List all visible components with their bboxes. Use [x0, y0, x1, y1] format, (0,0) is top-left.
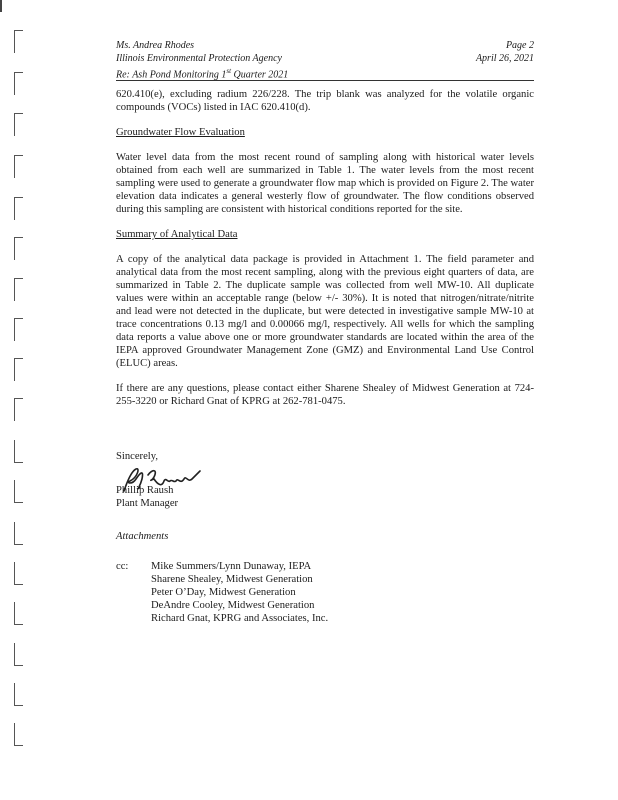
header-right — [476, 40, 534, 65]
cc-label: cc: — [116, 561, 129, 572]
binder-mark — [14, 683, 23, 706]
binder-mark — [14, 155, 23, 178]
binder-mark — [14, 113, 23, 136]
binder-mark — [14, 602, 23, 625]
scan-edge-mark — [0, 0, 2, 12]
intro-paragraph: 620.410(e), excluding radium 226/228. The trip blank was analyzed for the volatile organic compounds (VOCs) listed in IAC 620.410(d). — [116, 89, 534, 113]
binder-mark — [14, 480, 23, 503]
groundwater-paragraph: Water level data from the most recent round of sampling along with historical water levels obtained from each well are summarized in Table 1. The water levels from the most recent sampling were used to generate a groundwater flow map which is provided on Figure 2. The water elevation data indicates a general westerly flow of groundwater. The flow conditions observed during this sampling are consistent with historical conditions reported for the site. — [116, 152, 534, 215]
cc-recipient: Mike Summers/Lynn Dunaway, IEPA — [151, 561, 312, 572]
signer-title: Plant Manager — [116, 498, 179, 509]
salutation: Sincerely, — [116, 451, 158, 462]
binder-mark — [14, 72, 23, 95]
binder-hole-marks — [4, 0, 34, 800]
binder-mark — [14, 643, 23, 666]
cc-recipient: DeAndre Cooley, Midwest Generation — [151, 600, 315, 611]
analytical-paragraph: A copy of the analytical data package is provided in Attachment 1. The field parameter and analytical data from the most recent sampling, along with the previous eight quarters of data, are summarized in Table 2. The duplicate sample was collected from well MW-10. All duplicate values were within an acceptable range (below +/- 30%). It is noted that nitrogen/nitrate/nitrite and lead were not detected in the duplicate, but were detected in investigative sample MW-10 at trace concentrations 0.13 mg/l and 0.00066 mg/l, respectively. All wells for which the sampling data reports a value above one or more groundwater standards are located within the area of the IEPA approved Groundwater Management Zone (GMZ) and Environmental Land Use Control (ELUC) areas. — [116, 254, 534, 369]
binder-mark — [14, 522, 23, 545]
binder-mark — [14, 723, 23, 746]
questions-paragraph: If there are any questions, please contact either Sharene Shealey of Midwest Generation at 724-255-3220 or Richard Gnat of KPRG at 262-781-0475. — [116, 383, 534, 407]
binder-mark — [14, 237, 23, 260]
cc-list — [151, 560, 328, 625]
signer-name: Phillip Raush — [116, 485, 174, 496]
cc-recipient: Sharene Shealey, Midwest Generation — [151, 574, 313, 585]
header-left — [116, 40, 288, 82]
binder-mark — [14, 197, 23, 220]
signer-block — [116, 484, 178, 510]
groundwater-heading: Groundwater Flow Evaluation — [116, 127, 245, 138]
cc-recipient: Peter O’Day, Midwest Generation — [151, 587, 296, 598]
attachments-label: Attachments — [116, 531, 169, 542]
page-number: Page 2 — [505, 40, 534, 51]
binder-mark — [14, 440, 23, 463]
binder-mark — [14, 398, 23, 421]
binder-mark — [14, 278, 23, 301]
binder-mark — [14, 562, 23, 585]
cc-recipient: Richard Gnat, KPRG and Associates, Inc. — [151, 613, 329, 624]
recipient-name: Ms. Andrea Rhodes — [116, 40, 195, 51]
recipient-agency: Illinois Environmental Protection Agency — [116, 52, 282, 64]
header-divider — [116, 80, 534, 81]
analytical-heading: Summary of Analytical Data — [116, 229, 238, 240]
letter-body — [116, 88, 534, 408]
binder-mark — [14, 358, 23, 381]
re-line: Re: Ash Pond Monitoring 1st Quarter 2021 — [116, 67, 289, 81]
letter-date: April 26, 2021 — [475, 52, 534, 64]
binder-mark — [14, 318, 23, 341]
binder-mark — [14, 30, 23, 53]
